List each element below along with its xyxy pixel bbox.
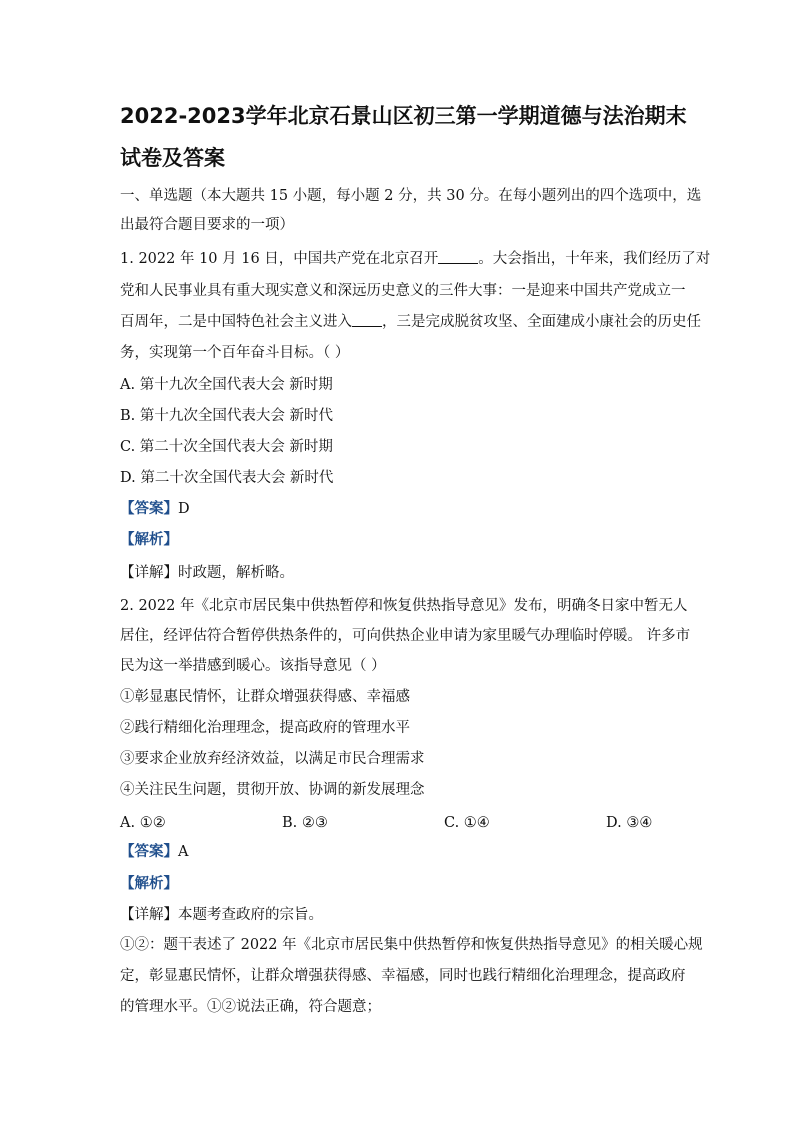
- q1-blank-2: [352, 312, 382, 327]
- q1-stem-text-c: 百周年，二是中国特色社会主义进入: [120, 314, 352, 330]
- q1-answer-tag: 【答案】: [120, 500, 178, 517]
- q1-option-c: C. 第二十次全国代表大会 新时期: [120, 439, 333, 455]
- q1-stem-text-b: 。大会指出，十年来，我们经历了对: [478, 251, 711, 267]
- q2-explanation-line-3: 的管理水平。①②说法正确，符合题意；: [120, 999, 381, 1015]
- q1-option-a: A. 第十九次全国代表大会 新时期: [120, 377, 333, 393]
- doc-title-line-1: 2022-2023学年北京石景山区初三第一学期道德与法治期末: [120, 104, 687, 128]
- q2-analysis-tag: 【解析】: [120, 875, 178, 892]
- section-heading-line-1: 一、单选题（本大题共 15 小题，每小题 2 分，共 30 分。在每小题列出的四个选项中，选: [120, 188, 702, 204]
- q1-stem-line-1: [120, 249, 710, 269]
- q1-detail-text: 时政题，解析略。: [178, 565, 294, 581]
- q2-answer-value: A: [178, 844, 189, 860]
- q2-option-b: B. ②③: [282, 815, 328, 831]
- q2-answer: [120, 842, 188, 862]
- q1-stem-line-3: [120, 312, 701, 332]
- q1-detail-tag: 【详解】: [120, 565, 178, 581]
- q2-statement-4: ④关注民生问题，贯彻开放、协调的新发展理念: [120, 782, 425, 798]
- q1-stem-line-2: 党和人民事业具有重大现实意义和深远历史意义的三件大事：一是迎来中国共产党成立一: [120, 283, 686, 299]
- q1-option-b: B. 第十九次全国代表大会 新时代: [120, 408, 333, 424]
- q1-answer-value: D: [178, 501, 190, 517]
- q1-analysis: [120, 530, 178, 550]
- q2-stem-line-1: 2. 2022 年《北京市居民集中供热暂停和恢复供热指导意见》发布，明确冬日家中暂无人: [120, 598, 688, 614]
- q2-analysis: [120, 874, 178, 894]
- q2-statement-2: ②践行精细化治理理念，提高政府的管理水平: [120, 720, 410, 736]
- q2-explanation-line-2: 定，彰显惠民情怀，让群众增强获得感、幸福感，同时也践行精细化治理理念，提高政府: [120, 968, 686, 984]
- q2-statement-3: ③要求企业放弃经济效益，以满足市民合理需求: [120, 751, 425, 767]
- q2-stem-line-3: 民为这一举措感到暖心。该指导意见（ ）: [120, 658, 386, 674]
- q2-stem-line-2: 居住，经评估符合暂停供热条件的，可向供热企业申请为家里暖气办理临时停暖。 许多市: [120, 628, 691, 644]
- q2-option-a: A. ①②: [120, 815, 166, 831]
- q2-detail: [120, 905, 323, 925]
- q2-detail-tag: 【详解】: [120, 907, 178, 923]
- q2-statement-1: ①彰显惠民情怀，让群众增强获得感、幸福感: [120, 689, 410, 705]
- q1-stem-line-4: 务，实现第一个百年奋斗目标。（ ）: [120, 345, 350, 361]
- q1-blank-1: [438, 249, 478, 264]
- q1-analysis-tag: 【解析】: [120, 531, 178, 548]
- q2-option-d: D. ③④: [606, 815, 653, 831]
- q1-detail: [120, 563, 294, 583]
- section-heading-line-2: 出最符合题目要求的一项）: [120, 217, 294, 233]
- q2-option-c: C. ①④: [444, 815, 490, 831]
- q2-detail-text: 本题考查政府的宗旨。: [178, 907, 323, 923]
- q2-answer-tag: 【答案】: [120, 843, 178, 860]
- q2-explanation-line-1: ①②：题干表述了 2022 年《北京市居民集中供热暂停和恢复供热指导意见》的相关暖心规: [120, 937, 703, 953]
- q1-stem-text-a: 1. 2022 年 10 月 16 日，中国共产党在北京召开: [120, 251, 439, 267]
- doc-title-line-2: 试卷及答案: [120, 146, 225, 170]
- q1-stem-text-d: ，三是完成脱贫攻坚、全面建成小康社会的历史任: [382, 314, 701, 330]
- q1-answer: [120, 499, 190, 519]
- q1-option-d: D. 第二十次全国代表大会 新时代: [120, 470, 334, 486]
